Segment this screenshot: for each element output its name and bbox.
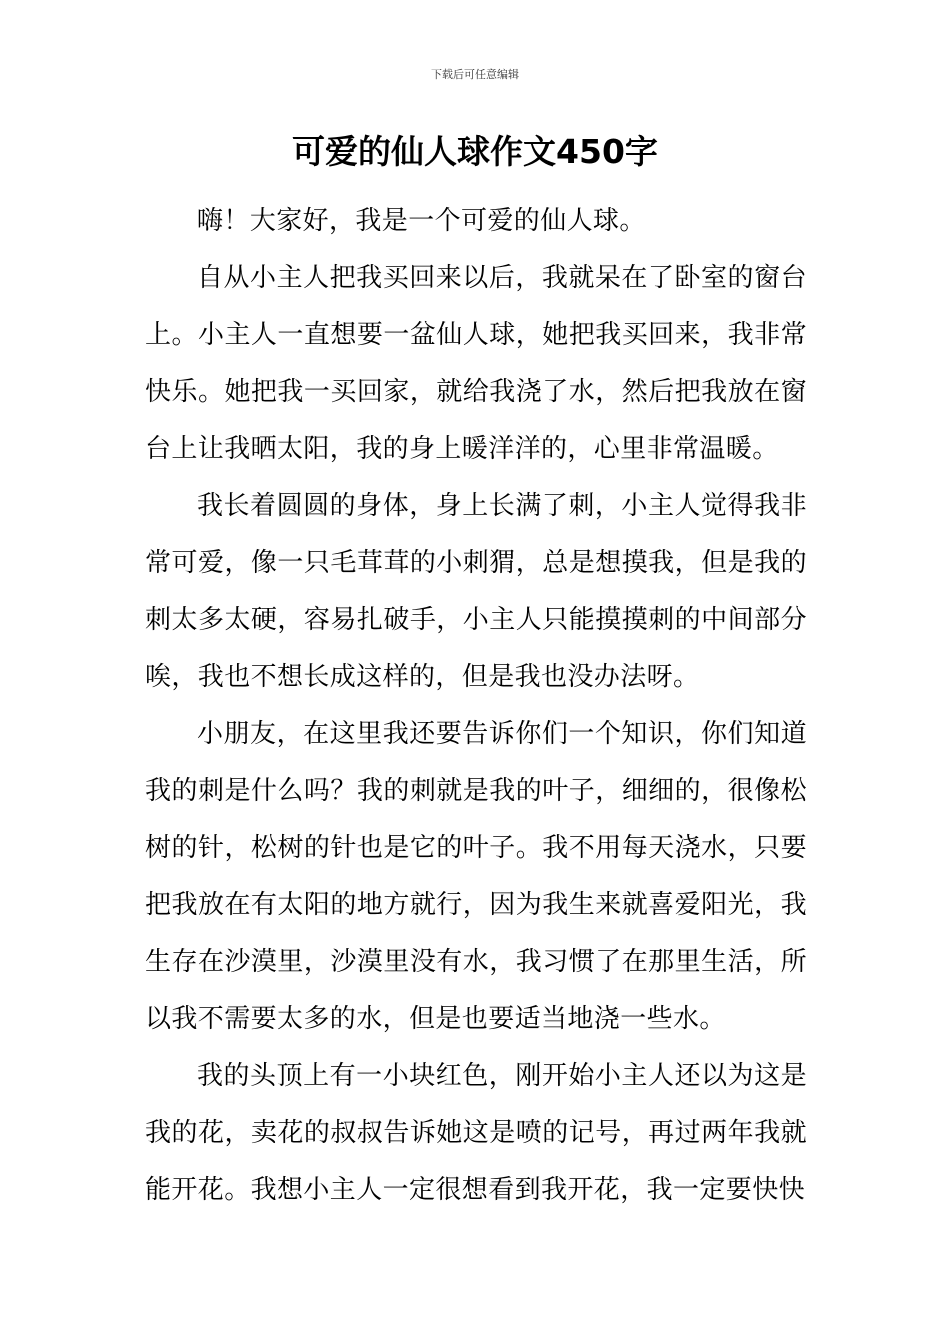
document-body <box>145 193 807 1219</box>
paragraph: 自从小主人把我买回来以后，我就呆在了卧室的窗台上。小主人一直想要一盆仙人球，她把我买回来，我非常快乐。她把我一买回家，就给我浇了水，然后把我放在窗台上让我晒太阳，我的身上暖洋洋的，心里非常温暖。 <box>145 263 807 464</box>
paragraph: 小朋友，在这里我还要告诉你们一个知识，你们知道我的刺是什么吗？我的刺就是我的叶子，细细的，很像松树的针，松树的针也是它的叶子。我不用每天浇水，只要把我放在有太阳的地方就行，因为我生来就喜爱阳光，我生存在沙漠里，沙漠里没有水，我习惯了在那里生活，所以我不需要太多的水，但是也要适当地浇一些水。 <box>145 719 807 1034</box>
paragraph: 我的头顶上有一小块红色，刚开始小主人还以为这是我的花，卖花的叔叔告诉她这是喷的记号，再过两年我就能开花。我想小主人一定很想看到我开花，我一定要快快 <box>145 1061 807 1205</box>
paragraph: 嗨！大家好，我是一个可爱的仙人球。 <box>197 206 646 236</box>
header-note: 下载后可任意编辑 <box>431 68 519 81</box>
paragraph: 我长着圆圆的身体，身上长满了刺，小主人觉得我非常可爱，像一只毛茸茸的小刺猬，总是想摸我，但是我的刺太多太硬，容易扎破手，小主人只能摸摸刺的中间部分唉，我也不想长成这样的，但是我也没办法呀。 <box>145 491 807 692</box>
document-title: 可爱的仙人球作文450字 <box>292 132 658 171</box>
